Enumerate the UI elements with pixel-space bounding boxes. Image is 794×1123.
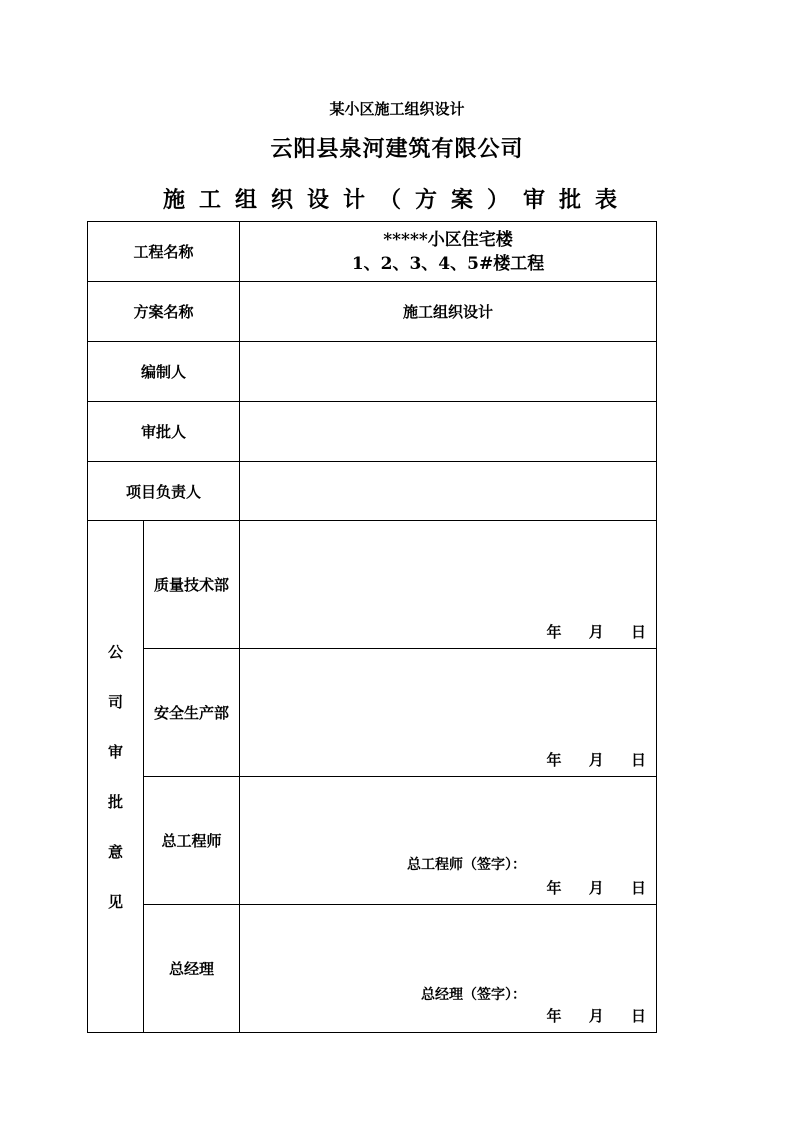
date-row bbox=[525, 1005, 647, 1026]
company-opinion-label bbox=[88, 521, 144, 1033]
approval-form-table bbox=[87, 221, 657, 1033]
date-day: 日 bbox=[631, 751, 647, 769]
quality-dept-opinion bbox=[240, 521, 657, 649]
general-manager-opinion bbox=[240, 905, 657, 1033]
scheme-name-value: 施工组织设计 bbox=[240, 282, 657, 342]
project-manager-value bbox=[240, 462, 657, 521]
table-row bbox=[88, 777, 657, 905]
company-name: 云阳县泉河建筑有限公司 bbox=[270, 136, 524, 162]
date-day: 日 bbox=[631, 1007, 647, 1025]
date-year: 年 bbox=[546, 751, 562, 769]
date-day: 日 bbox=[631, 879, 647, 897]
document-header: 某小区施工组织设计 bbox=[329, 100, 465, 118]
table-row bbox=[88, 282, 657, 342]
approver-label: 审批人 bbox=[88, 402, 240, 462]
table-row bbox=[88, 342, 657, 402]
project-name-line2: 1、2、3、4、5#楼工程 bbox=[351, 253, 545, 274]
date-row bbox=[525, 877, 647, 898]
opinion-char: 批 bbox=[107, 792, 123, 811]
date-month: 月 bbox=[588, 623, 604, 641]
date-year: 年 bbox=[546, 1007, 562, 1025]
general-manager-signature-label: 总经理（签字）： bbox=[421, 987, 527, 1003]
scheme-name-label: 方案名称 bbox=[88, 282, 240, 342]
form-title: 施工组织设计（方案）审批表 bbox=[162, 187, 631, 213]
chief-engineer-signature-label: 总工程师（签字）： bbox=[407, 857, 527, 873]
project-name-line1: *****小区住宅楼 bbox=[383, 229, 513, 250]
chief-engineer-label: 总工程师 bbox=[144, 777, 240, 905]
table-row bbox=[88, 462, 657, 521]
table-row bbox=[88, 905, 657, 1033]
date-row bbox=[525, 621, 647, 642]
date-year: 年 bbox=[546, 879, 562, 897]
opinion-char: 司 bbox=[107, 692, 123, 711]
general-manager-label: 总经理 bbox=[144, 905, 240, 1033]
approver-value bbox=[240, 402, 657, 462]
chief-engineer-opinion bbox=[240, 777, 657, 905]
opinion-char: 意 bbox=[107, 842, 123, 861]
safety-dept-opinion bbox=[240, 649, 657, 777]
opinion-char: 见 bbox=[107, 892, 123, 911]
date-year: 年 bbox=[546, 623, 562, 641]
project-manager-label: 项目负责人 bbox=[88, 462, 240, 521]
opinion-char: 公 bbox=[107, 642, 123, 661]
safety-dept-label: 安全生产部 bbox=[144, 649, 240, 777]
project-name-value bbox=[240, 222, 657, 282]
project-name-label: 工程名称 bbox=[88, 222, 240, 282]
date-month: 月 bbox=[588, 751, 604, 769]
table-row bbox=[88, 649, 657, 777]
compiler-label: 编制人 bbox=[88, 342, 240, 402]
date-month: 月 bbox=[588, 879, 604, 897]
opinion-char: 审 bbox=[107, 742, 123, 761]
date-row bbox=[525, 749, 647, 770]
table-row bbox=[88, 402, 657, 462]
date-day: 日 bbox=[631, 623, 647, 641]
table-row bbox=[88, 521, 657, 649]
date-month: 月 bbox=[588, 1007, 604, 1025]
compiler-value bbox=[240, 342, 657, 402]
table-row bbox=[88, 222, 657, 282]
quality-dept-label: 质量技术部 bbox=[144, 521, 240, 649]
